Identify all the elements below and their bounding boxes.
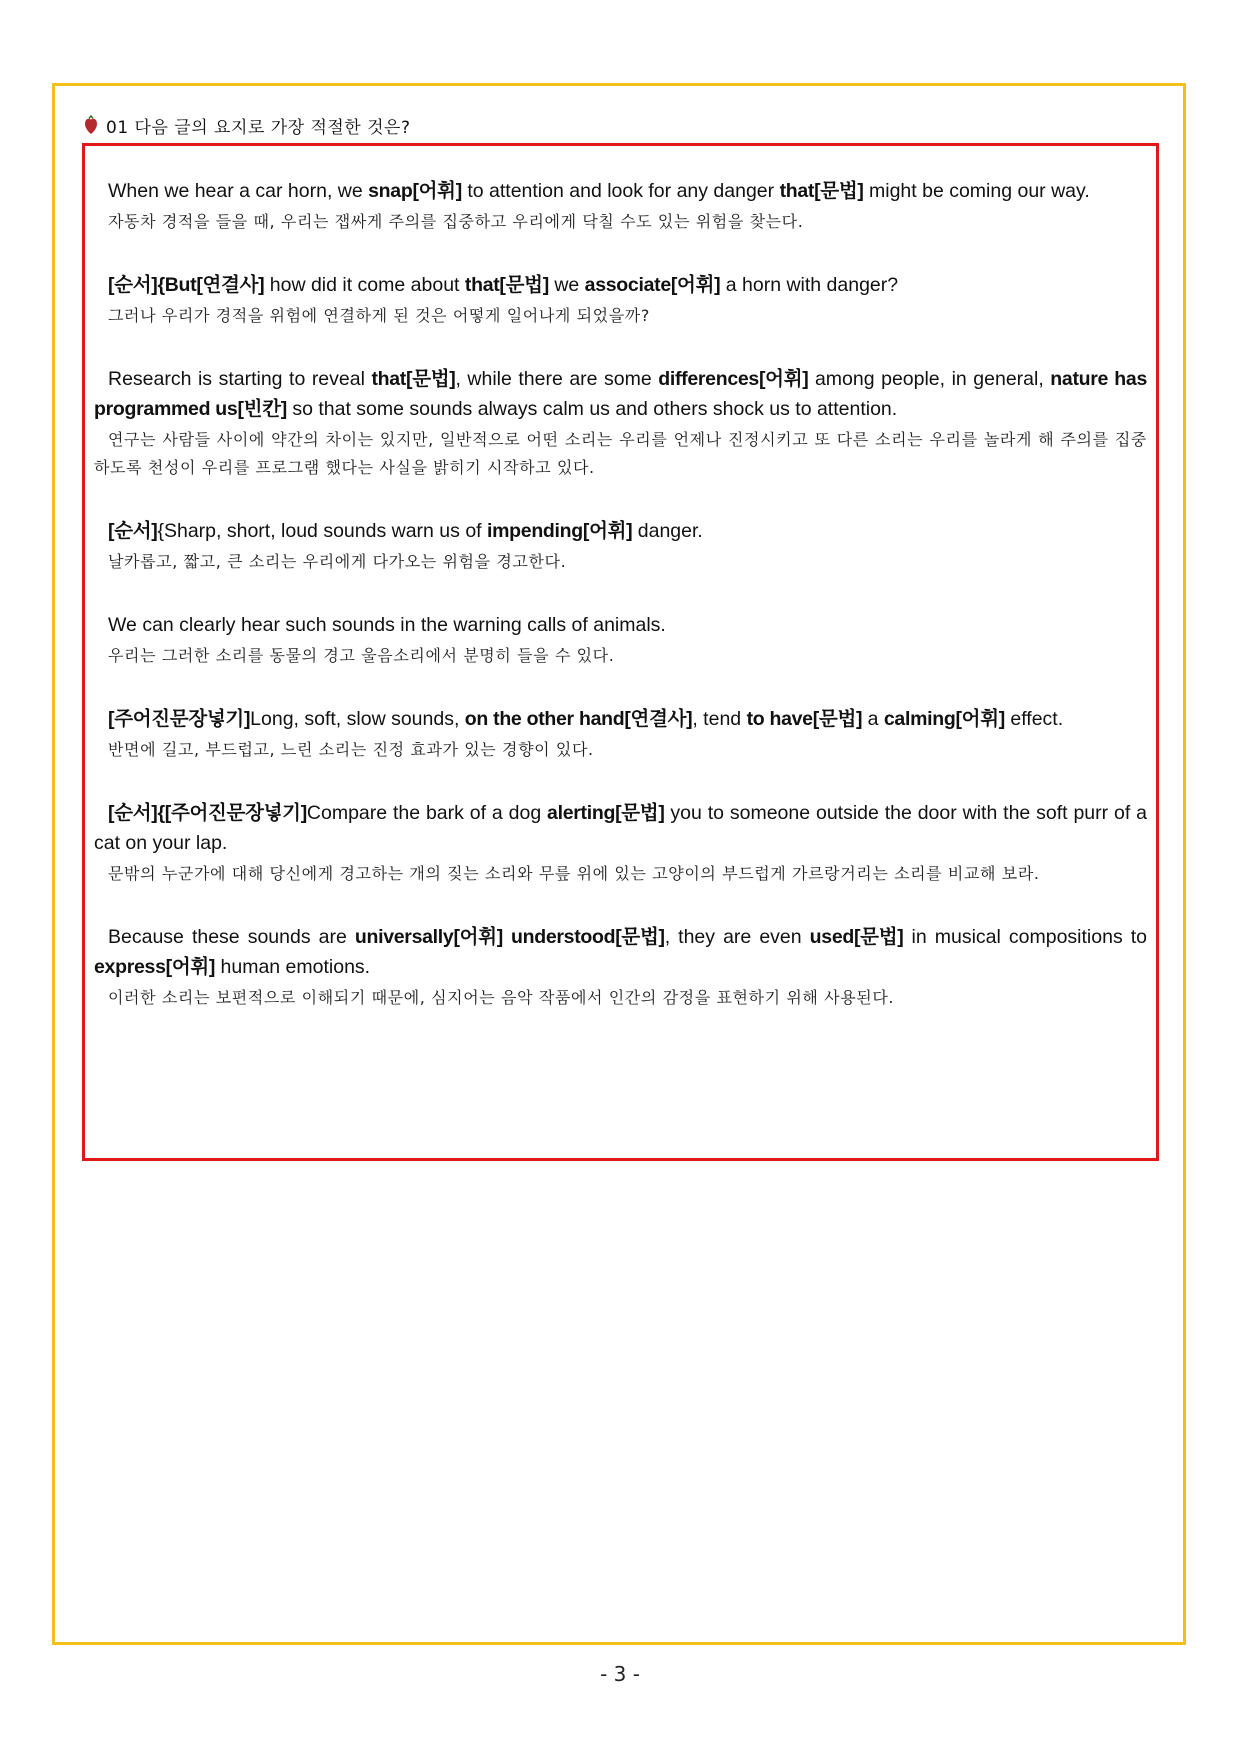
annotated-token: universally[어휘]: [354, 926, 503, 948]
sentence-block: [94, 798, 1147, 888]
annotated-token: used[문법]: [809, 926, 904, 948]
sentence-text: Long, soft, slow sounds,: [250, 708, 465, 730]
sentence-text: Compare the bark of a dog: [306, 802, 548, 824]
sentence-text: danger.: [632, 520, 703, 542]
sentence-block: [94, 610, 1147, 670]
annotated-token: associate[어휘]: [584, 274, 721, 296]
sentence-text: so that some sounds always calm us and others shock us to attention.: [286, 398, 898, 420]
sentence-text: we: [548, 274, 585, 296]
sentence-block: [94, 922, 1147, 1012]
sentence-list: [94, 176, 1147, 1012]
passage-box: [82, 143, 1159, 1161]
sentence-text: might be coming our way.: [863, 180, 1090, 202]
sentence-text: , while there are some: [455, 368, 659, 390]
sentence-text: among people, in general,: [808, 368, 1051, 390]
english-sentence: [94, 364, 1147, 424]
english-sentence: [94, 176, 1147, 206]
korean-translation: 그러나 우리가 경적을 위험에 연결하게 된 것은 어떻게 일어나게 되었을까?: [108, 306, 650, 325]
sentence-text: Because these sounds are: [108, 926, 355, 948]
english-sentence: [94, 610, 1147, 640]
annotated-token: differences[어휘]: [658, 368, 809, 390]
sentence-text: We can clearly hear such sounds in the warning calls of animals.: [108, 614, 666, 636]
annotated-token: [주어진문장넣기]: [108, 708, 251, 730]
annotated-token: [순서]{[주어진문장넣기]: [108, 802, 307, 824]
annotated-token: alerting[문법]: [547, 802, 665, 824]
annotated-token: to have[문법]: [746, 708, 863, 730]
annotated-token: nature has programmed us[빈칸]: [94, 368, 1147, 420]
annotated-token: [순서]: [108, 520, 158, 542]
annotated-token: understood[문법]: [511, 926, 665, 948]
annotated-token: impending[어휘]: [487, 520, 633, 542]
sentence-block: [94, 704, 1147, 764]
sentence-text: , tend: [692, 708, 747, 730]
annotated-token: that[문법]: [464, 274, 549, 296]
english-sentence: [94, 922, 1147, 982]
sentence-text: effect.: [1004, 708, 1064, 730]
sentence-text: in musical compositions to: [903, 926, 1148, 948]
english-sentence: [94, 270, 1147, 300]
korean-translation: 우리는 그러한 소리를 동물의 경고 울음소리에서 분명히 들을 수 있다.: [108, 646, 615, 665]
korean-translation: 이러한 소리는 보편적으로 이해되기 때문에, 심지어는 음악 작품에서 인간의 감정을 표현하기 위해 사용된다.: [108, 988, 895, 1007]
strawberry-bullet-icon: [84, 115, 98, 135]
sentence-block: [94, 364, 1147, 482]
english-sentence: [94, 704, 1147, 734]
sentence-text: a: [862, 708, 884, 730]
korean-translation: 자동차 경적을 들을 때, 우리는 잽싸게 주의를 집중하고 우리에게 닥칠 수도 있는 위험을 찾는다.: [108, 212, 804, 231]
sentence-text: you to someone outside the door with the soft purr of a cat on your lap.: [94, 802, 1147, 854]
sentence-block: [94, 270, 1147, 330]
sentence-text: [503, 926, 511, 948]
annotated-token: calming[어휘]: [883, 708, 1005, 730]
sentence-text: , they are even: [664, 926, 810, 948]
sentence-text: human emotions.: [215, 956, 371, 978]
question-header: [84, 112, 411, 138]
sentence-block: [94, 176, 1147, 236]
korean-translation: 연구는 사람들 사이에 약간의 차이는 있지만, 일반적으로 어떤 소리는 우리를 언제나 진정시키고 또 다른 소리는 우리를 놀라게 해 주의를 집중 하도록 천성이 우리를 프로그램 했다는 사실을 밝히기 시작하고 있다.: [94, 430, 1147, 477]
korean-translation: 반면에 길고, 부드럽고, 느린 소리는 진정 효과가 있는 경향이 있다.: [108, 740, 594, 759]
korean-translation: 날카롭고, 짧고, 큰 소리는 우리에게 다가오는 위험을 경고한다.: [108, 552, 567, 571]
page-number: - 3 -: [600, 1662, 640, 1686]
question-title: 01 다음 글의 요지로 가장 적절한 것은?: [106, 117, 411, 138]
sentence-block: [94, 516, 1147, 576]
korean-translation: 문밖의 누군가에 대해 당신에게 경고하는 개의 짖는 소리와 무릎 위에 있는 고양이의 부드럽게 가르랑거리는 소리를 비교해 보라.: [108, 864, 1040, 883]
english-sentence: [94, 516, 1147, 546]
sentence-text: {Sharp, short, loud sounds warn us of: [157, 520, 487, 542]
sentence-text: to attention and look for any danger: [461, 180, 780, 202]
annotated-token: on the other hand[연결사]: [464, 708, 693, 730]
sentence-text: how did it come about: [264, 274, 465, 296]
sentence-text: a horn with danger?: [720, 274, 899, 296]
annotated-token: that[문법]: [371, 368, 456, 390]
sentence-text: Research is starting to reveal: [108, 368, 372, 390]
annotated-token: express[어휘]: [94, 956, 216, 978]
sentence-text: When we hear a car horn, we: [108, 180, 369, 202]
english-sentence: [94, 798, 1147, 858]
annotated-token: [순서]{But[연결사]: [108, 274, 265, 296]
annotated-token: snap[어휘]: [368, 180, 462, 202]
annotated-token: that[문법]: [779, 180, 864, 202]
